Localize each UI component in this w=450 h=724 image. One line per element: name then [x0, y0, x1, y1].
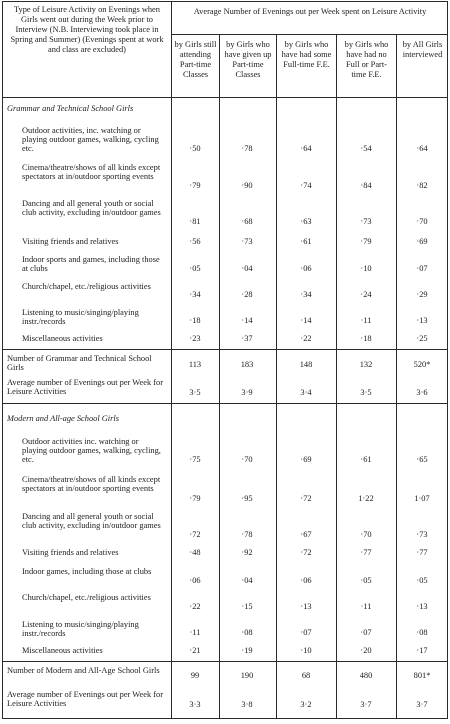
column-header: by Girls still attending Part-time Classes: [174, 40, 217, 79]
row-label: Miscellaneous activities: [22, 646, 103, 655]
table-cell: ·77: [416, 548, 428, 557]
table-cell: 480: [359, 671, 373, 680]
table-cell: ·82: [416, 181, 428, 190]
table-cell: ·70: [360, 530, 372, 539]
table-cell: ·64: [300, 144, 312, 153]
table-cell: ·20: [360, 646, 372, 655]
table-cell: 3·3: [189, 700, 201, 709]
section-title: Modern and All-age School Girls: [7, 414, 119, 423]
row-label: Church/chapel, etc./religious activities: [22, 282, 151, 291]
table-cell: ·04: [241, 576, 253, 585]
table-cell: ·21: [189, 646, 201, 655]
row-label: Listening to music/singing/playing instr./records: [22, 308, 139, 326]
table-cell: ·13: [416, 316, 428, 325]
table-cell: 3·6: [416, 388, 428, 397]
table-cell: ·72: [189, 530, 201, 539]
section-rule: [2, 349, 448, 350]
table-cell: ·22: [189, 602, 201, 611]
table-cell: ·64: [416, 144, 428, 153]
table-cell: ·54: [360, 144, 372, 153]
table-cell: 148: [299, 360, 313, 369]
table-cell: ·13: [300, 602, 312, 611]
table-cell: ·18: [189, 316, 201, 325]
table-cell: ·08: [241, 628, 253, 637]
table-cell: ·75: [189, 455, 201, 464]
table-cell: 1·22: [358, 494, 374, 503]
table-cell: ·24: [360, 290, 372, 299]
table-cell: 68: [301, 671, 311, 680]
table-cell: ·19: [241, 646, 253, 655]
table-cell: ·14: [300, 316, 312, 325]
table-cell: ·05: [189, 264, 201, 273]
table-cell: 99: [190, 671, 200, 680]
table-cell: ·29: [416, 290, 428, 299]
table-cell: ·68: [241, 217, 253, 226]
header-rule: [171, 34, 448, 35]
table-cell: ·69: [300, 455, 312, 464]
table-cell: ·11: [189, 628, 201, 637]
table-cell: 1·07: [414, 494, 430, 503]
table-cell: ·77: [360, 548, 372, 557]
row-label: Visiting friends and relatives: [22, 237, 119, 246]
table-cell: ·61: [300, 237, 312, 246]
table-cell: ·34: [189, 290, 201, 299]
table-cell: ·79: [189, 494, 201, 503]
table-cell: 132: [359, 360, 373, 369]
column-header: by Girls who have given up Part-time Classes: [224, 40, 272, 79]
table-cell: ·34: [300, 290, 312, 299]
table-cell: 3·2: [300, 700, 312, 709]
table-cell: ·72: [300, 548, 312, 557]
column-divider: [219, 34, 220, 719]
total-label: Number of Modern and All-Age School Girls: [7, 666, 160, 675]
table-cell: 801*: [413, 671, 431, 680]
table-cell: ·07: [300, 628, 312, 637]
table-cell: ·17: [416, 646, 428, 655]
table-cell: 3·7: [416, 700, 428, 709]
table-cell: ·22: [300, 334, 312, 343]
table-cell: ·04: [241, 264, 253, 273]
row-label: Outdoor activities, inc. watching or playing outdoor games, walking, cycling etc.: [22, 126, 159, 153]
table-cell: ·81: [189, 217, 201, 226]
table-cell: ·07: [416, 264, 428, 273]
table-cell: ·74: [300, 181, 312, 190]
table-cell: 3·5: [360, 388, 372, 397]
table-cell: ·10: [360, 264, 372, 273]
table-cell: ·11: [360, 602, 372, 611]
table-cell: ·72: [300, 494, 312, 503]
table-cell: ·67: [300, 530, 312, 539]
table-cell: ·10: [300, 646, 312, 655]
table-cell: ·07: [360, 628, 372, 637]
table-cell: ·73: [241, 237, 253, 246]
table-cell: ·73: [416, 530, 428, 539]
section-rule: [2, 661, 448, 662]
column-header: by Girls who have had some Full-time F.E.: [281, 40, 332, 69]
table-cell: ·11: [360, 316, 372, 325]
table-cell: ·37: [241, 334, 253, 343]
row-label: Visiting friends and relatives: [22, 548, 119, 557]
table-cell: 520*: [413, 360, 431, 369]
header-rule: [2, 97, 448, 98]
table-cell: ·70: [416, 217, 428, 226]
table-cell: ·79: [360, 237, 372, 246]
table-cell: ·95: [241, 494, 253, 503]
row-label: Miscellaneous activities: [22, 334, 103, 343]
row-label: Church/chapel, etc./religious activities: [22, 593, 151, 602]
total-label: Number of Grammar and Technical School Girls: [7, 354, 152, 372]
table-cell: ·13: [416, 602, 428, 611]
table-cell: ·78: [241, 144, 253, 153]
column-divider: [336, 34, 337, 719]
row-label: Dancing and all general youth or social club activity, excluding in/outdoor games: [22, 512, 161, 530]
table-cell: ·69: [416, 237, 428, 246]
table-cell: ·63: [300, 217, 312, 226]
table-cell: ·84: [360, 181, 372, 190]
table-cell: 3·9: [241, 388, 253, 397]
table-cell: ·90: [241, 181, 253, 190]
table-cell: ·65: [416, 455, 428, 464]
table-cell: ·70: [241, 455, 253, 464]
table-cell: 3·5: [189, 388, 201, 397]
table-cell: ·73: [360, 217, 372, 226]
section-rule: [2, 403, 448, 404]
table-cell: ·56: [189, 237, 201, 246]
table-cell: ·05: [416, 576, 428, 585]
table-cell: ·79: [189, 181, 201, 190]
row-label: Indoor games, including those at clubs: [22, 567, 152, 576]
table-cell: ·08: [416, 628, 428, 637]
table-cell: ·05: [360, 576, 372, 585]
table-cell: ·48: [189, 548, 201, 557]
table-cell: ·78: [241, 530, 253, 539]
table-cell: 3·4: [300, 388, 312, 397]
table-cell: ·06: [189, 576, 201, 585]
table-cell: ·15: [241, 602, 253, 611]
header-activity-type: Type of Leisure Activity on Evenings when Girls went out during the Week prior to Interview (N.B. Interviewing took place in Spring and Summer) (Evenings spent at work and class are excluded): [10, 5, 164, 54]
row-label: Cinema/theatre/shows of all kinds except spectators at in/outdoor sporting events: [22, 163, 161, 181]
table-cell: ·14: [241, 316, 253, 325]
column-divider: [276, 34, 277, 719]
table-cell: ·06: [300, 264, 312, 273]
table-cell: ·28: [241, 290, 253, 299]
table-cell: ·92: [241, 548, 253, 557]
table-cell: ·23: [189, 334, 201, 343]
table-cell: 183: [240, 360, 254, 369]
average-label: Average number of Evenings out per Week for Leisure Activities: [7, 378, 163, 396]
table-cell: ·50: [189, 144, 201, 153]
column-divider: [396, 34, 397, 719]
row-label: Cinema/theatre/shows of all kinds except spectators at in/outdoor sporting events: [22, 475, 161, 493]
header-average-title: Average Number of Evenings out per Week spent on Leisure Activity: [193, 7, 427, 16]
table-cell: 3·7: [360, 700, 372, 709]
row-label: Dancing and all general youth or social club activity, excluding in/outdoor games: [22, 199, 161, 217]
column-header: by All Girls interviewed: [402, 40, 443, 59]
table-cell: ·06: [300, 576, 312, 585]
table-cell: 113: [188, 360, 202, 369]
table-cell: ·18: [360, 334, 372, 343]
table-cell: 190: [240, 671, 254, 680]
row-label: Outdoor activities inc. watching or playing outdoor games, walking, cycling, etc.: [22, 437, 161, 464]
table-cell: 3·8: [241, 700, 253, 709]
average-label: Average number of Evenings out per Week for Leisure Activities: [7, 690, 163, 708]
table-cell: ·61: [360, 455, 372, 464]
section-title: Grammar and Technical School Girls: [7, 104, 134, 113]
table-cell: ·25: [416, 334, 428, 343]
row-label: Listening to music/singing/playing instr./records: [22, 620, 139, 638]
row-label: Indoor sports and games, including those at clubs: [22, 255, 160, 273]
column-header: by Girls who have had no Full or Part-time F.E.: [344, 40, 389, 79]
